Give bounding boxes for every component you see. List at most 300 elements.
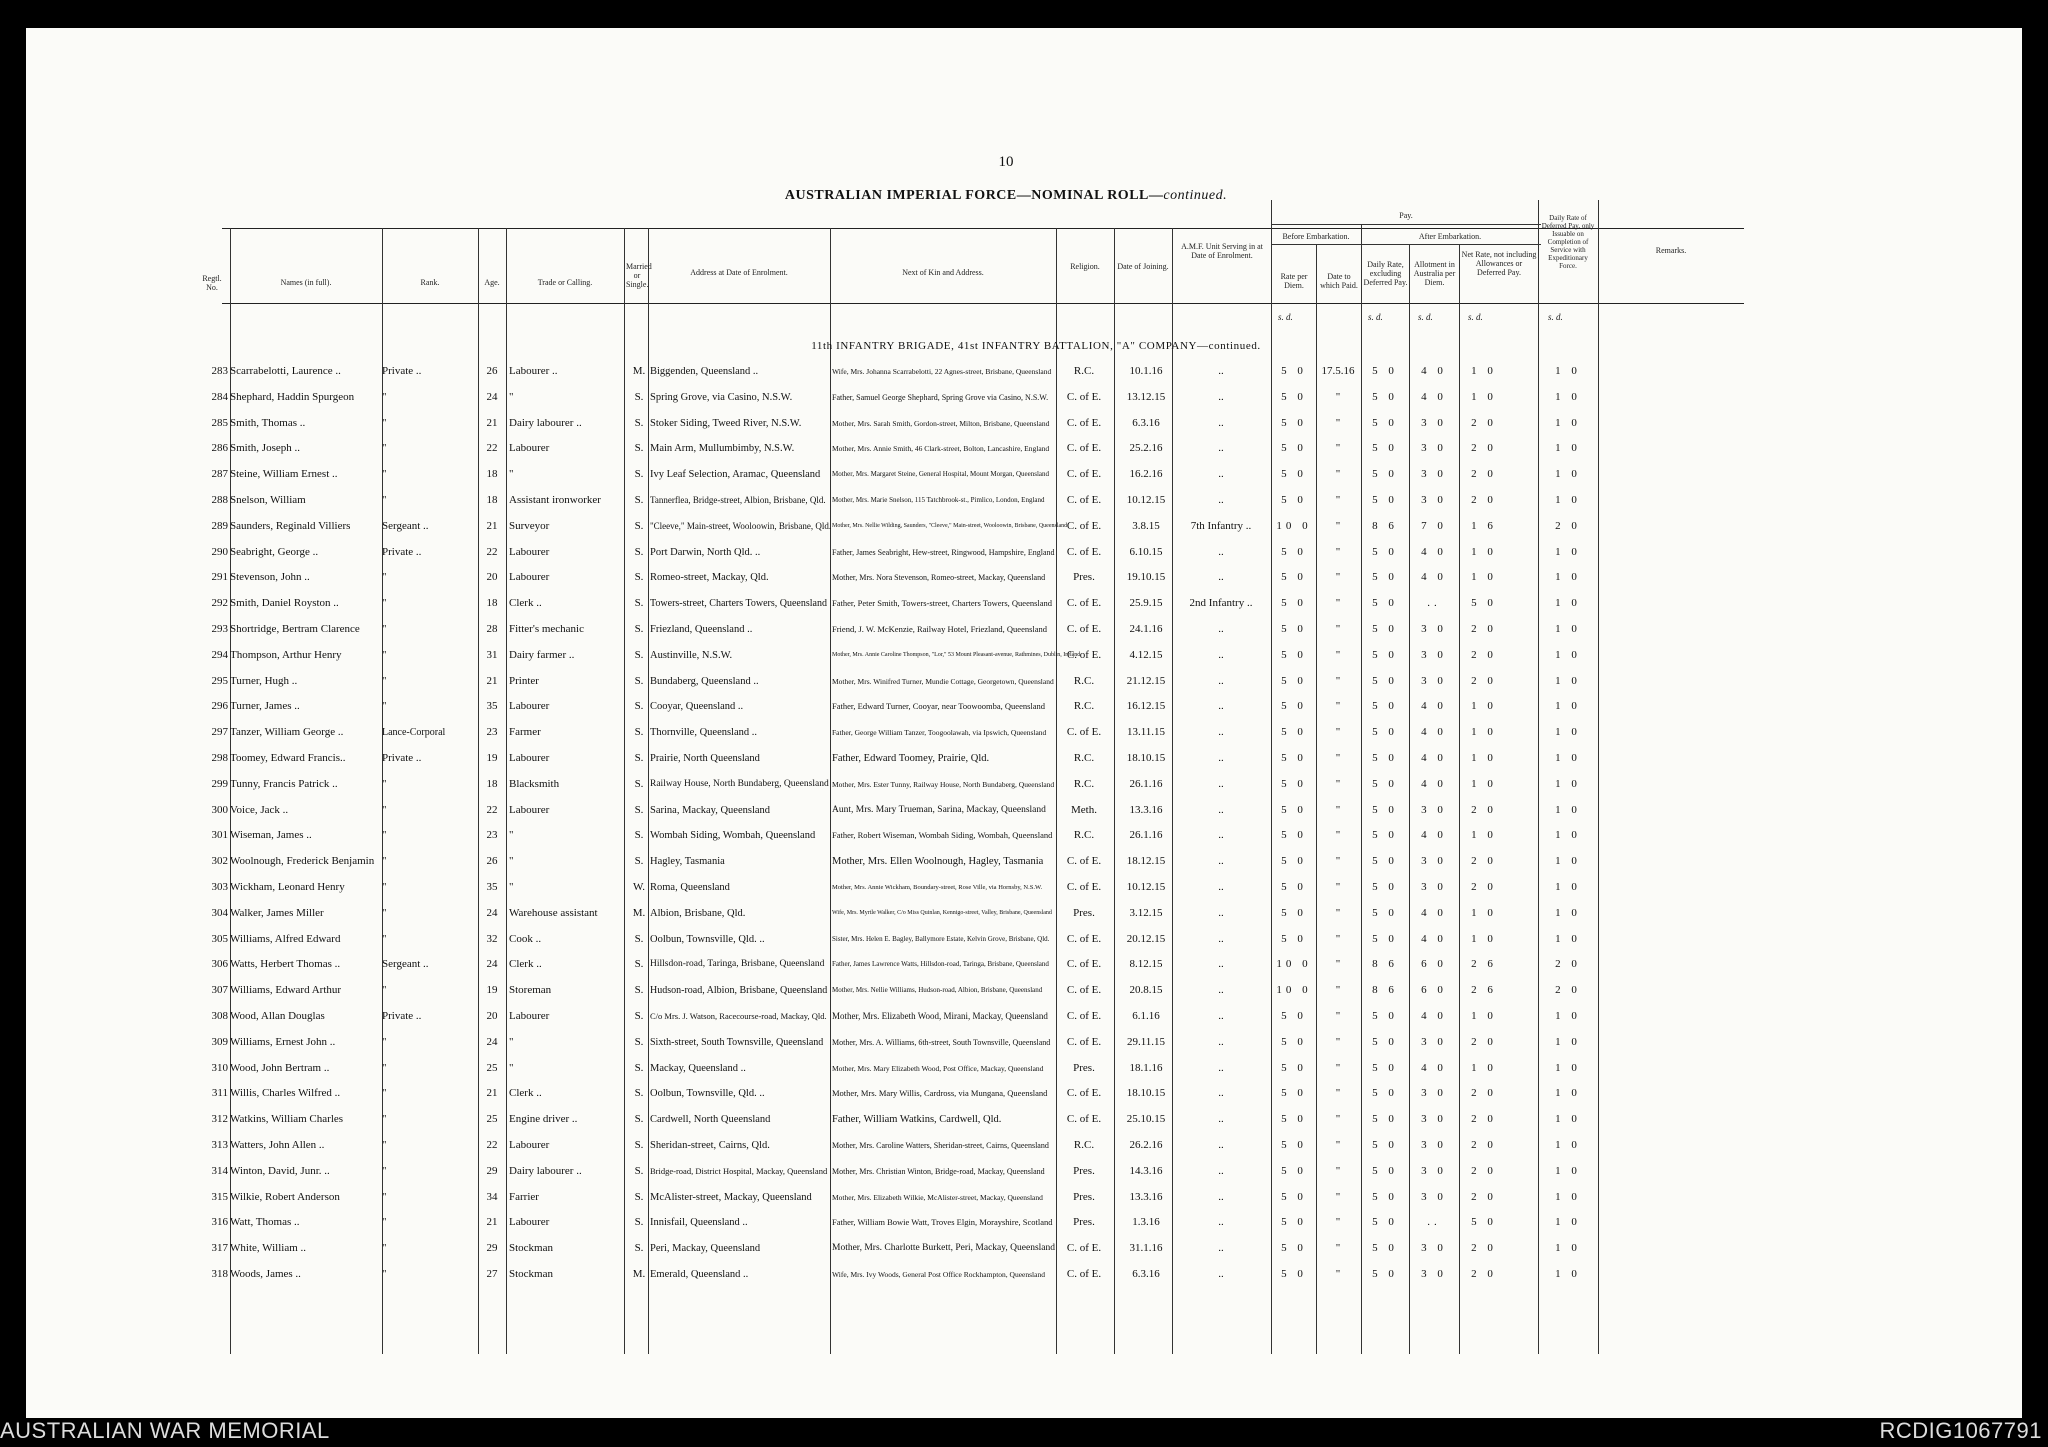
cell-marital-status: S. — [634, 1242, 644, 1255]
table-row — [26, 364, 2022, 390]
cell-deferred-rate: 2 0 — [1555, 519, 1581, 532]
cell-next-of-kin: Wife, Mrs. Johanna Scarrabelotti, 22 Agnes-street, Brisbane, Queensland — [832, 367, 1052, 376]
cell-net-rate: 1 0 — [1471, 906, 1497, 919]
table-row — [26, 699, 2022, 725]
cell-trade: Labourer — [509, 803, 550, 816]
unit-label: s. d. — [1418, 312, 1433, 322]
cell-name: Wilkie, Robert Anderson — [230, 1190, 340, 1203]
cell-next-of-kin: Mother, Mrs. Mary Willis, Cardross, via Mungana, Queensland — [832, 1088, 1048, 1099]
cell-rank: " — [382, 416, 387, 429]
cell-next-of-kin: Mother, Mrs. A. Williams, 6th-street, South Townsville, Queensland — [832, 1037, 1051, 1047]
cell-address: Hagley, Tasmania — [650, 856, 725, 868]
cell-age: 22 — [486, 803, 498, 816]
cell-net-rate: 1 0 — [1471, 1061, 1497, 1074]
cell-rank: " — [382, 881, 387, 893]
cell-daily-rate: 5 0 — [1372, 597, 1398, 610]
cell-marital-status: S. — [634, 1061, 644, 1074]
cell-rank: " — [382, 984, 387, 997]
cell-next-of-kin: Wife, Mrs. Ivy Woods, General Post Office Rockhampton, Queensland — [832, 1270, 1045, 1279]
cell-allotment: 3 0 — [1421, 494, 1447, 506]
header-trade: Trade or Calling. — [537, 278, 593, 287]
title-continued: continued. — [1163, 188, 1228, 203]
cell-address: Sixth-street, South Townsville, Queensland — [650, 1036, 824, 1048]
cell-next-of-kin: Father, Edward Toomey, Prairie, Qld. — [832, 753, 990, 764]
cell-age: 27 — [486, 1268, 498, 1280]
cell-age: 35 — [486, 700, 498, 713]
cell-trade: Printer — [509, 674, 539, 687]
cell-regtl-no: 290 — [211, 545, 228, 558]
header-daily-rate: Daily Rate, excluding Deferred Pay. — [1363, 260, 1408, 287]
cell-address: Oolbun, Townsville, Qld. .. — [650, 933, 765, 945]
cell-regtl-no: 288 — [211, 494, 228, 506]
cell-name: Williams, Alfred Edward — [230, 932, 341, 945]
cell-trade: Labourer .. — [509, 365, 558, 377]
cell-religion: R.C. — [1073, 674, 1095, 687]
cell-age: 18 — [486, 597, 498, 610]
header-rule-top — [222, 228, 1744, 229]
cell-marital-status: S. — [634, 545, 644, 558]
cell-amf-unit: .. — [1218, 906, 1224, 919]
table-row — [26, 803, 2022, 829]
table-row — [26, 622, 2022, 648]
cell-net-rate: 2 6 — [1471, 958, 1497, 971]
cell-date-joining: 1.3.16 — [1132, 1216, 1160, 1229]
cell-daily-rate: 5 0 — [1372, 829, 1398, 842]
cell-daily-rate: 5 0 — [1372, 881, 1398, 893]
cell-daily-rate: 5 0 — [1372, 571, 1398, 584]
cell-trade: Storeman — [509, 984, 552, 997]
cell-name: Turner, James .. — [230, 700, 300, 713]
cell-marital-status: S. — [634, 1139, 644, 1151]
cell-date-paid: " — [1335, 906, 1341, 919]
cell-date-joining: 18.10.15 — [1126, 752, 1166, 764]
cell-regtl-no: 314 — [211, 1164, 228, 1177]
cell-address: Sarina, Mackay, Queensland — [650, 804, 771, 816]
cell-next-of-kin: Mother, Mrs. Caroline Watters, Sheridan-street, Cairns, Queensland — [832, 1141, 1049, 1150]
cell-deferred-rate: 1 0 — [1555, 468, 1581, 481]
cell-regtl-no: 292 — [211, 597, 228, 610]
cell-name: Stevenson, John .. — [230, 571, 310, 584]
cell-age: 20 — [486, 571, 498, 584]
cell-date-paid: " — [1335, 1268, 1341, 1280]
cell-daily-rate: 8 6 — [1372, 519, 1398, 532]
cell-next-of-kin: Father, Peter Smith, Towers-street, Charters Towers, Queensland — [832, 598, 1053, 609]
cell-name: Shephard, Haddin Spurgeon — [230, 390, 355, 403]
cell-amf-unit: .. — [1218, 1035, 1224, 1048]
cell-marital-status: S. — [634, 932, 644, 945]
cell-net-rate: 2 0 — [1471, 1035, 1497, 1048]
pay-rule — [1271, 224, 1541, 225]
cell-religion: C. of E. — [1066, 1113, 1102, 1126]
cell-deferred-rate: 1 0 — [1555, 1010, 1581, 1022]
cell-next-of-kin: Mother, Mrs. Mary Elizabeth Wood, Post Office, Mackay, Queensland — [832, 1063, 1044, 1073]
cell-name: Wickham, Leonard Henry — [230, 881, 345, 893]
cell-marital-status: S. — [634, 468, 644, 481]
cell-trade: Surveyor — [509, 519, 550, 532]
cell-allotment: 6 0 — [1421, 984, 1447, 997]
cell-deferred-rate: 1 0 — [1555, 906, 1581, 919]
cell-marital-status: S. — [634, 958, 644, 971]
cell-marital-status: S. — [634, 1113, 644, 1126]
cell-next-of-kin: Mother, Mrs. Christian Winton, Bridge-road, Mackay, Queensland — [832, 1166, 1045, 1176]
cell-deferred-rate: 1 0 — [1555, 648, 1581, 661]
cell-marital-status: S. — [634, 1087, 644, 1100]
header-pay: Pay. — [1399, 211, 1413, 220]
cell-date-paid: " — [1335, 881, 1341, 893]
cell-amf-unit: .. — [1218, 623, 1224, 635]
cell-date-paid: " — [1335, 1216, 1341, 1229]
document-page — [26, 28, 2022, 1418]
cell-regtl-no: 315 — [211, 1190, 228, 1203]
cell-marital-status: S. — [634, 855, 644, 868]
cell-date-joining: 10.1.16 — [1129, 365, 1163, 377]
cell-rank: " — [382, 1061, 387, 1074]
cell-religion: C. of E. — [1066, 1010, 1102, 1022]
cell-religion: C. of E. — [1066, 1242, 1102, 1255]
cell-daily-rate: 5 0 — [1372, 468, 1398, 481]
cell-date-paid: " — [1335, 416, 1341, 429]
cell-date-joining: 10.12.15 — [1126, 494, 1166, 506]
cell-next-of-kin: Mother, Mrs. Nellie Williams, Hudson-road, Albion, Brisbane, Queensland — [832, 986, 1043, 995]
cell-net-rate: 2 0 — [1471, 803, 1497, 816]
cell-trade: Stockman — [509, 1242, 553, 1255]
cell-address: Romeo-street, Mackay, Qld. — [650, 572, 769, 584]
cell-next-of-kin: Father, James Lawrence Watts, Hillsdon-road, Taringa, Brisbane, Queensland — [832, 960, 1049, 969]
cell-address: "Cleeve," Main-street, Wooloowin, Brisbane, Qld. — [650, 520, 832, 531]
cell-date-joining: 16.12.15 — [1126, 700, 1166, 713]
table-row — [26, 828, 2022, 854]
table-row — [26, 674, 2022, 700]
cell-amf-unit: .. — [1218, 777, 1224, 790]
cell-amf-unit: .. — [1218, 648, 1224, 661]
cell-age: 21 — [486, 1087, 498, 1100]
cell-deferred-rate: 1 0 — [1555, 1087, 1581, 1100]
cell-rate-per-diem: 5 0 — [1281, 597, 1307, 610]
cell-next-of-kin: Mother, Mrs. Elizabeth Wilkie, McAlister-street, Mackay, Queensland — [832, 1192, 1043, 1202]
cell-daily-rate: 5 0 — [1372, 648, 1398, 661]
cell-address: Ivy Leaf Selection, Aramac, Queensland — [650, 469, 821, 481]
cell-net-rate: 1 0 — [1471, 365, 1497, 377]
cell-regtl-no: 309 — [211, 1035, 228, 1048]
cell-religion: C. of E. — [1066, 468, 1102, 481]
cell-address: Prairie, North Queensland — [650, 753, 760, 764]
table-row — [26, 441, 2022, 467]
cell-marital-status: W. — [632, 881, 646, 893]
cell-date-joining: 19.10.15 — [1126, 571, 1166, 584]
cell-regtl-no: 285 — [211, 416, 228, 429]
cell-next-of-kin: Father, Edward Turner, Cooyar, near Toowoomba, Queensland — [832, 701, 1046, 712]
cell-amf-unit: .. — [1218, 803, 1224, 816]
cell-amf-unit: .. — [1218, 958, 1224, 971]
cell-name: Smith, Joseph .. — [230, 442, 300, 455]
cell-date-joining: 29.11.15 — [1126, 1035, 1166, 1048]
cell-allotment: 3 0 — [1421, 1035, 1447, 1048]
cell-net-rate: 2 0 — [1471, 674, 1497, 687]
cell-rate-per-diem: 5 0 — [1281, 1139, 1307, 1151]
cell-religion: R.C. — [1073, 365, 1095, 377]
cell-net-rate: 1 0 — [1471, 726, 1497, 739]
table-row — [26, 854, 2022, 880]
table-row — [26, 777, 2022, 803]
cell-allotment: 3 0 — [1421, 1113, 1447, 1126]
header-religion: Religion. — [1070, 262, 1100, 271]
cell-religion: C. of E. — [1066, 494, 1102, 506]
cell-allotment: 4 0 — [1421, 1010, 1447, 1022]
cell-rank: " — [382, 1087, 387, 1100]
cell-allotment: 3 0 — [1421, 1242, 1447, 1255]
header-allotment: Allotment in Australia per Diem. — [1413, 260, 1456, 287]
cell-rate-per-diem: 5 0 — [1281, 700, 1307, 713]
table-row — [26, 983, 2022, 1009]
cell-next-of-kin: Father, Robert Wiseman, Wombah Siding, Wombah, Queensland — [832, 830, 1053, 841]
cell-name: Watts, Herbert Thomas .. — [230, 958, 341, 971]
cell-deferred-rate: 1 0 — [1555, 700, 1581, 713]
cell-age: 32 — [486, 932, 498, 945]
cell-allotment: 3 0 — [1421, 468, 1447, 481]
cell-daily-rate: 5 0 — [1372, 1268, 1398, 1280]
cell-next-of-kin: Mother, Mrs. Margaret Steine, General Hospital, Mount Morgan, Queensland — [832, 470, 1049, 479]
cell-next-of-kin: Father, William Watkins, Cardwell, Qld. — [832, 1114, 1002, 1126]
cell-address: Oolbun, Townsville, Qld. .. — [650, 1088, 765, 1100]
cell-address: Railway House, North Bundaberg, Queensland — [650, 778, 829, 789]
cell-address: Albion, Brisbane, Qld. — [650, 907, 746, 919]
unit-label: s. d. — [1278, 312, 1293, 322]
table-row — [26, 725, 2022, 751]
cell-rate-per-diem: 10 0 — [1276, 958, 1312, 971]
cell-age: 26 — [486, 855, 498, 868]
cell-name: Walker, James Miller — [230, 906, 324, 919]
cell-daily-rate: 5 0 — [1372, 390, 1398, 403]
cell-deferred-rate: 1 0 — [1555, 571, 1581, 584]
cell-trade: Labourer — [509, 1139, 550, 1151]
cell-age: 23 — [486, 829, 498, 842]
cell-rank: " — [382, 829, 387, 842]
cell-date-paid: " — [1335, 468, 1341, 481]
cell-allotment: 3 0 — [1421, 881, 1447, 893]
cell-rank: " — [382, 1139, 387, 1151]
cell-marital-status: S. — [634, 777, 644, 790]
cell-name: Thompson, Arthur Henry — [230, 648, 342, 661]
cell-date-joining: 10.12.15 — [1126, 881, 1166, 893]
cell-rank: " — [382, 623, 387, 635]
cell-marital-status: S. — [634, 1164, 644, 1177]
cell-address: Mackay, Queensland .. — [650, 1062, 746, 1074]
cell-address: Bundaberg, Queensland .. — [650, 675, 759, 687]
cell-regtl-no: 289 — [211, 519, 228, 532]
cell-regtl-no: 283 — [211, 365, 228, 377]
cell-rate-per-diem: 5 0 — [1281, 726, 1307, 739]
cell-trade: Assistant ironworker — [509, 494, 601, 506]
cell-rate-per-diem: 5 0 — [1281, 390, 1307, 403]
cell-marital-status: S. — [634, 700, 644, 713]
cell-deferred-rate: 1 0 — [1555, 442, 1581, 455]
cell-next-of-kin: Mother, Mrs. Winifred Turner, Mundie Cottage, Georgetown, Queensland — [832, 676, 1054, 686]
cell-rank: " — [382, 442, 387, 455]
cell-date-joining: 25.2.16 — [1129, 442, 1163, 455]
table-row — [26, 570, 2022, 596]
cell-age: 18 — [486, 494, 498, 506]
cell-date-paid: " — [1335, 1190, 1341, 1203]
cell-deferred-rate: 1 0 — [1555, 1035, 1581, 1048]
cell-rate-per-diem: 5 0 — [1281, 1087, 1307, 1100]
cell-rate-per-diem: 5 0 — [1281, 365, 1307, 377]
cell-allotment: 4 0 — [1421, 752, 1447, 764]
cell-religion: Pres. — [1073, 1216, 1095, 1229]
cell-marital-status: M. — [632, 906, 646, 919]
cell-date-joining: 21.12.15 — [1126, 674, 1166, 687]
cell-religion: C. of E. — [1066, 442, 1102, 455]
cell-deferred-rate: 1 0 — [1555, 390, 1581, 403]
cell-allotment: 4 0 — [1421, 726, 1447, 739]
cell-daily-rate: 5 0 — [1372, 1164, 1398, 1177]
cell-name: Snelson, William — [230, 494, 306, 506]
cell-allotment: 4 0 — [1421, 390, 1447, 403]
cell-trade: Engine driver .. — [509, 1113, 578, 1126]
cell-date-joining: 14.3.16 — [1129, 1164, 1163, 1177]
cell-marital-status: S. — [634, 803, 644, 816]
cell-religion: R.C. — [1073, 700, 1095, 713]
cell-rank: " — [382, 494, 387, 506]
cell-date-paid: " — [1335, 1164, 1341, 1177]
cell-net-rate: 5 0 — [1471, 597, 1497, 610]
cell-allotment: 3 0 — [1421, 1268, 1447, 1280]
cell-religion: C. of E. — [1066, 1268, 1102, 1280]
cell-age: 29 — [486, 1242, 498, 1255]
cell-age: 28 — [486, 623, 498, 635]
cell-date-joining: 6.10.15 — [1129, 545, 1163, 558]
cell-rate-per-diem: 5 0 — [1281, 803, 1307, 816]
cell-net-rate: 1 0 — [1471, 777, 1497, 790]
unit-label: s. d. — [1468, 312, 1483, 322]
cell-daily-rate: 5 0 — [1372, 442, 1398, 455]
cell-marital-status: S. — [634, 726, 644, 739]
cell-name: Winton, David, Junr. .. — [230, 1164, 330, 1177]
cell-address: Wombah Siding, Wombah, Queensland — [650, 830, 816, 842]
table-row — [26, 596, 2022, 622]
cell-marital-status: S. — [634, 1010, 644, 1022]
cell-age: 20 — [486, 1010, 498, 1022]
cell-date-paid: " — [1335, 597, 1341, 610]
cell-date-joining: 4.12.15 — [1129, 648, 1163, 661]
cell-religion: C. of E. — [1066, 1087, 1102, 1100]
header-names: Names (in full). — [280, 278, 332, 287]
cell-regtl-no: 295 — [211, 674, 228, 687]
cell-daily-rate: 5 0 — [1372, 1113, 1398, 1126]
cell-age: 21 — [486, 1216, 498, 1229]
cell-amf-unit: .. — [1218, 571, 1224, 584]
cell-address: Tannerflea, Bridge-street, Albion, Brisbane, Qld. — [650, 495, 826, 505]
cell-date-paid: " — [1335, 803, 1341, 816]
cell-name: Tunny, Francis Patrick .. — [230, 777, 338, 790]
cell-next-of-kin: Mother, Mrs. Annie Wickham, Boundary-street, Rose Ville, via Hornsby, N.S.W. — [832, 884, 1043, 891]
cell-rate-per-diem: 5 0 — [1281, 829, 1307, 842]
cell-marital-status: S. — [634, 519, 644, 532]
cell-religion: C. of E. — [1066, 958, 1102, 971]
cell-net-rate: 2 0 — [1471, 1139, 1497, 1151]
cell-religion: C. of E. — [1066, 623, 1102, 635]
table-row — [26, 1267, 2022, 1293]
cell-date-joining: 6.1.16 — [1132, 1010, 1160, 1022]
cell-rank: " — [382, 932, 387, 945]
table-row — [26, 932, 2022, 958]
cell-age: 18 — [486, 777, 498, 790]
watermark-identifier: RCDIG1067791 — [1879, 1418, 2042, 1443]
cell-name: Williams, Edward Arthur — [230, 984, 342, 997]
header-date-joining: Date of Joining. — [1117, 262, 1169, 271]
cell-rate-per-diem: 5 0 — [1281, 1216, 1307, 1229]
cell-amf-unit: 7th Infantry .. — [1190, 519, 1252, 532]
cell-address: Friezland, Queensland .. — [650, 624, 753, 635]
cell-regtl-no: 296 — [211, 700, 228, 713]
cell-name: Tanzer, William George .. — [230, 726, 344, 739]
cell-allotment: 3 0 — [1421, 674, 1447, 687]
cell-allotment: 3 0 — [1421, 1139, 1447, 1151]
cell-net-rate: 1 0 — [1471, 829, 1497, 842]
cell-regtl-no: 297 — [211, 726, 228, 739]
cell-religion: C. of E. — [1066, 390, 1102, 403]
cell-date-joining: 3.8.15 — [1132, 519, 1160, 532]
cell-allotment: .. — [1427, 597, 1441, 610]
cell-daily-rate: 8 6 — [1372, 984, 1398, 997]
cell-allotment: 4 0 — [1421, 571, 1447, 584]
table-row — [26, 1164, 2022, 1190]
cell-deferred-rate: 1 0 — [1555, 1216, 1581, 1229]
cell-net-rate: 5 0 — [1471, 1216, 1497, 1229]
cell-date-joining: 31.1.16 — [1129, 1242, 1163, 1255]
cell-daily-rate: 5 0 — [1372, 932, 1398, 945]
cell-rate-per-diem: 5 0 — [1281, 648, 1307, 661]
cell-regtl-no: 312 — [211, 1113, 228, 1126]
cell-religion: C. of E. — [1066, 416, 1102, 429]
cell-deferred-rate: 1 0 — [1555, 1190, 1581, 1203]
cell-trade: " — [509, 881, 514, 893]
cell-rate-per-diem: 5 0 — [1281, 1190, 1307, 1203]
cell-religion: R.C. — [1073, 752, 1095, 764]
cell-next-of-kin: Mother, Mrs. Charlotte Burkett, Peri, Mackay, Queensland — [832, 1243, 1055, 1254]
cell-rank: " — [382, 1164, 387, 1177]
cell-regtl-no: 300 — [211, 803, 228, 816]
cell-date-joining: 13.3.16 — [1129, 1190, 1163, 1203]
cell-allotment: 4 0 — [1421, 365, 1447, 377]
cell-daily-rate: 5 0 — [1372, 700, 1398, 713]
cell-amf-unit: .. — [1218, 416, 1224, 429]
cell-name: Scarrabelotti, Laurence .. — [230, 365, 341, 377]
cell-date-paid: " — [1335, 674, 1341, 687]
cell-address: Emerald, Queensland .. — [650, 1269, 749, 1280]
cell-marital-status: S. — [634, 597, 644, 610]
cell-amf-unit: .. — [1218, 700, 1224, 713]
cell-address: Hudson-road, Albion, Brisbane, Queensland — [650, 985, 828, 997]
cell-rank: " — [382, 390, 387, 403]
cell-deferred-rate: 1 0 — [1555, 416, 1581, 429]
header-kin: Next of Kin and Address. — [902, 268, 984, 277]
cell-daily-rate: 5 0 — [1372, 494, 1398, 506]
cell-religion: R.C. — [1073, 829, 1095, 842]
cell-date-joining: 3.12.15 — [1129, 906, 1163, 919]
cell-religion: Meth. — [1071, 803, 1097, 816]
cell-next-of-kin: Friend, J. W. McKenzie, Railway Hotel, Friezland, Queensland — [832, 624, 1048, 634]
cell-age: 25 — [486, 1061, 498, 1074]
cell-daily-rate: 5 0 — [1372, 726, 1398, 739]
cell-age: 21 — [486, 416, 498, 429]
cell-name: Seabright, George .. — [230, 545, 319, 558]
table-row — [26, 751, 2022, 777]
cell-date-joining: 13.3.16 — [1129, 803, 1163, 816]
cell-date-paid: " — [1335, 571, 1341, 584]
cell-marital-status: S. — [634, 390, 644, 403]
cell-net-rate: 2 0 — [1471, 881, 1497, 893]
cell-date-paid: " — [1335, 777, 1341, 790]
